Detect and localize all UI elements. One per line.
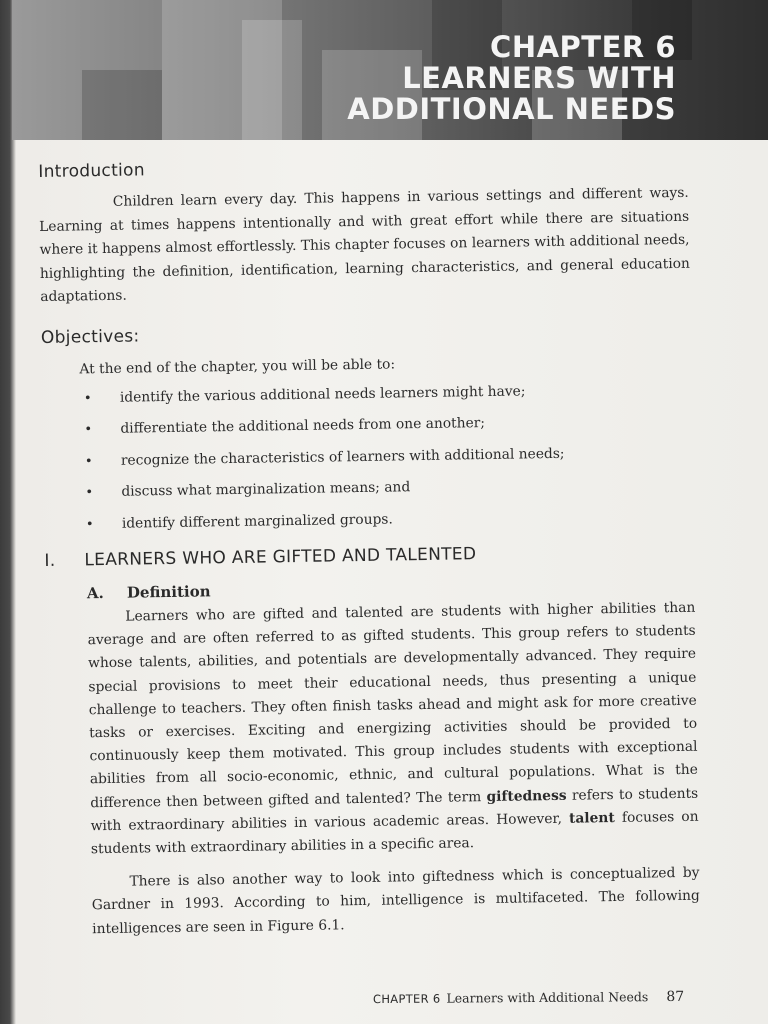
introduction-heading: Introduction (38, 160, 146, 182)
objective-text: identify the various additional needs learners might have; (119, 382, 526, 406)
bullet-icon: • (85, 485, 94, 501)
objective-text: discuss what marginalization means; and (121, 479, 411, 500)
objectives-heading: Objectives: (40, 325, 140, 348)
bullet-icon: • (85, 516, 94, 532)
paragraph-text: Learners who are gifted and talented are students with higher abilities than average and are often referred to as gifted students. This group refers to students whose talents, abilities, and potentials are developmentally advanced. They require special provisions to meet their educational needs, thus presenting a unique challenge to teachers. They often finish tasks ahead and might ask for more creative tasks or exercises. Exciting and energizing activities should be provided to continuously keep them motivated. This group includes students with exceptional abilities from all socio-economic, ethnic, and cultural populations. What is the difference then between gifted and talented? The term (87, 599, 698, 811)
paragraph-text: refers to students with extraordinary abilities in various academic areas. However, (90, 785, 699, 835)
footer-chapter: CHAPTER 6 (372, 991, 441, 1007)
bullet-icon: • (83, 390, 92, 406)
objective-text: recognize the characteristics of learners with additional needs; (120, 445, 565, 469)
section-heading (44, 541, 694, 571)
bullet-icon: • (84, 422, 93, 438)
footer-title: Learners with Additional Needs (446, 989, 649, 1006)
objective-text: identify different marginalized groups. (121, 510, 393, 532)
chapter-title-line: LEARNERS WITH (402, 61, 676, 95)
page-number: 87 (666, 988, 685, 1006)
definition-block (87, 597, 700, 941)
chapter-title-line: ADDITIONAL NEEDS (347, 92, 676, 126)
introduction-paragraph: Children learn every day. This happens in various settings and different ways. Learning at times happens intentionally and with great effort while there are situations where it happens almost effortlessly. This chapter focuses on learners with additional needs, highlighting the definition, identification, learning characteristics, and general education adaptations. (39, 184, 690, 305)
gardner-paragraph: There is also another way to look into giftedness which is conceptualized by Gardner in 1993. According to him, intelligence is multifaceted. The following intelligences are seen in Figure 6.1. (91, 864, 700, 937)
bullet-icon: • (84, 453, 93, 469)
page-content (38, 140, 700, 942)
subsection-letter: A. (86, 584, 104, 603)
term-giftedness: giftedness (486, 787, 567, 805)
banner-decor-block (82, 70, 162, 140)
term-talent: talent (568, 809, 615, 827)
chapter-number: CHAPTER 6 (490, 30, 676, 64)
objectives-list (42, 373, 694, 541)
objectives-lead: At the end of the chapter, you will be able to: (79, 355, 396, 377)
section-title: LEARNERS WHO ARE GIFTED AND TALENTED (84, 544, 477, 571)
chapter-banner (12, 0, 768, 140)
paragraph-text: focuses on students with extraordinary abilities in a specific area. (90, 808, 699, 858)
subsection-title: Definition (126, 582, 211, 602)
section-number: I. (44, 550, 56, 571)
chapter-title (347, 32, 676, 125)
definition-paragraph (87, 597, 699, 862)
page-footer (373, 989, 684, 1007)
banner-decor-block (242, 20, 302, 140)
objective-text: differentiate the additional needs from one another; (120, 415, 486, 437)
